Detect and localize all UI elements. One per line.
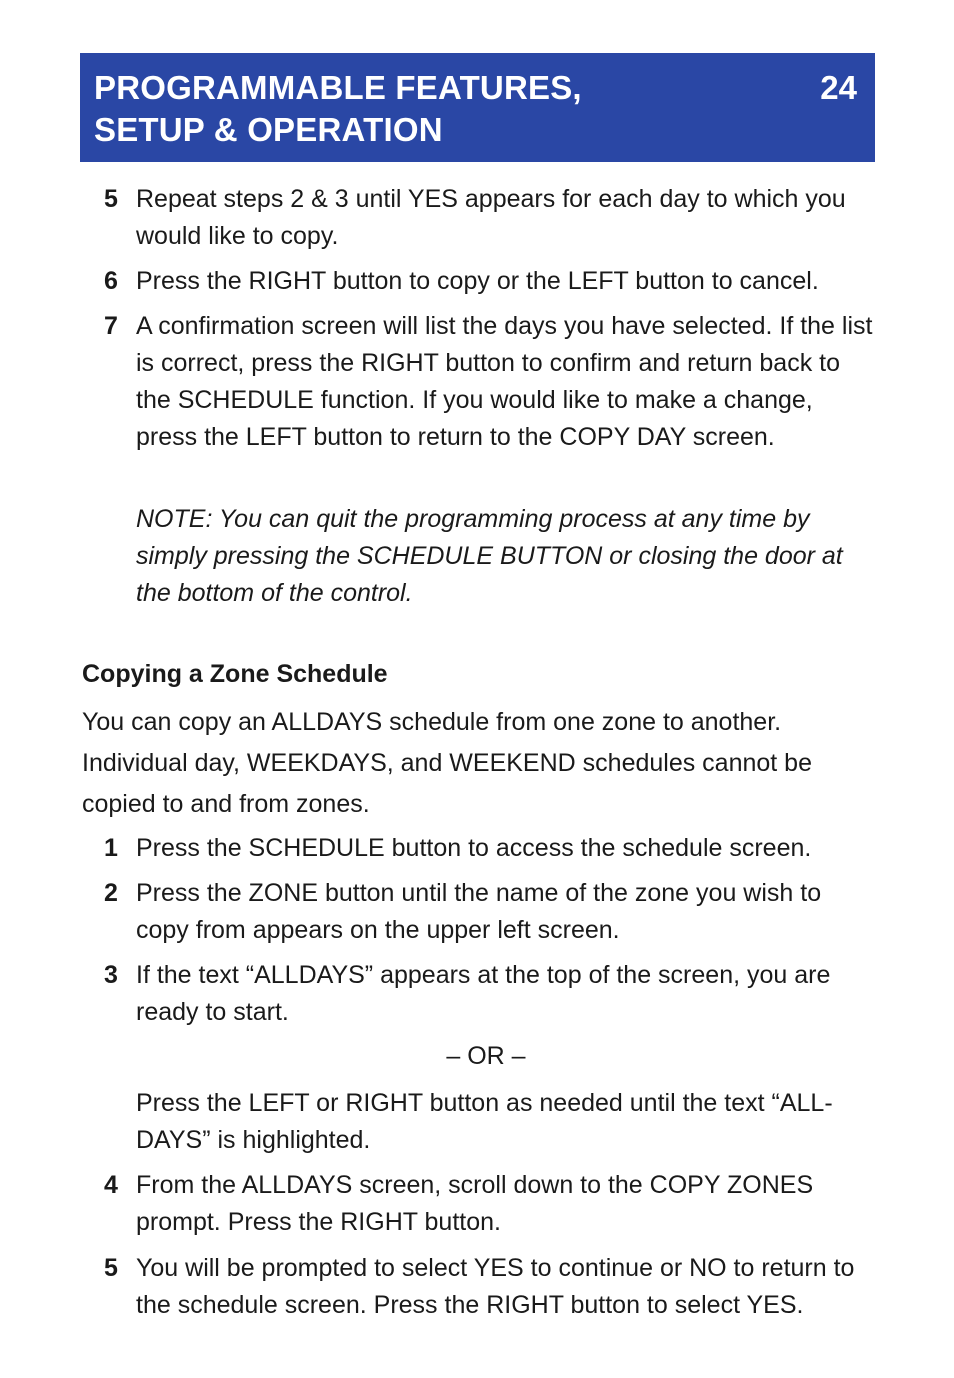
step-text: A confirmation screen will list the days you have selected. If the list is correct, press the RIGHT button to confirm and return back to the SCHEDULE function. If you would like to make a change, press the LEFT button to return to the COPY DAY screen. xyxy=(136,312,873,451)
step-number: 7 xyxy=(104,312,118,340)
step-text: Press the SCHEDULE button to access the schedule screen. xyxy=(136,834,812,862)
step-text: You will be prompted to select YES to continue or NO to return to the schedule screen. Press the RIGHT button to select YES. xyxy=(136,1254,855,1319)
page-header xyxy=(80,53,875,162)
page-title-line1: PROGRAMMABLE FEATURES, xyxy=(94,69,582,106)
step-text: Repeat steps 2 & 3 until YES appears for each day to which you would like to copy. xyxy=(136,185,846,250)
page-number: 24 xyxy=(820,69,857,106)
section-intro: You can copy an ALLDAYS schedule from one zone to another. Individual day, WEEKDAYS, and WEEKEND schedules cannot be copied to and from zones. xyxy=(82,708,812,818)
step-text: From the ALLDAYS screen, scroll down to the COPY ZONES prompt. Press the RIGHT button. xyxy=(136,1171,814,1236)
step-text: Press the ZONE button until the name of the zone you wish to copy from appears on the upper left screen. xyxy=(136,879,822,944)
step-number: 6 xyxy=(104,267,118,295)
step-text: Press the RIGHT button to copy or the LEFT button to cancel. xyxy=(136,267,819,295)
note-text: NOTE: You can quit the programming process at any time by simply pressing the SCHEDULE BUTTON or closing the door at the bottom of the control. xyxy=(136,505,843,607)
step-number: 1 xyxy=(104,834,118,862)
step-number: 4 xyxy=(104,1171,118,1199)
step-number: 5 xyxy=(104,185,118,213)
page-title xyxy=(94,67,859,151)
page-title-line2: SETUP & OPERATION xyxy=(94,111,443,148)
alternative-text: Press the LEFT or RIGHT button as needed until the text “ALL-DAYS” is highlighted. xyxy=(136,1089,833,1154)
or-separator: – OR – xyxy=(446,1042,526,1070)
section-heading: Copying a Zone Schedule xyxy=(82,660,388,688)
step-number: 5 xyxy=(104,1254,118,1282)
step-number: 2 xyxy=(104,879,118,907)
step-text: If the text “ALLDAYS” appears at the top of the screen, you are ready to start. xyxy=(136,961,831,1026)
step-number: 3 xyxy=(104,961,118,989)
